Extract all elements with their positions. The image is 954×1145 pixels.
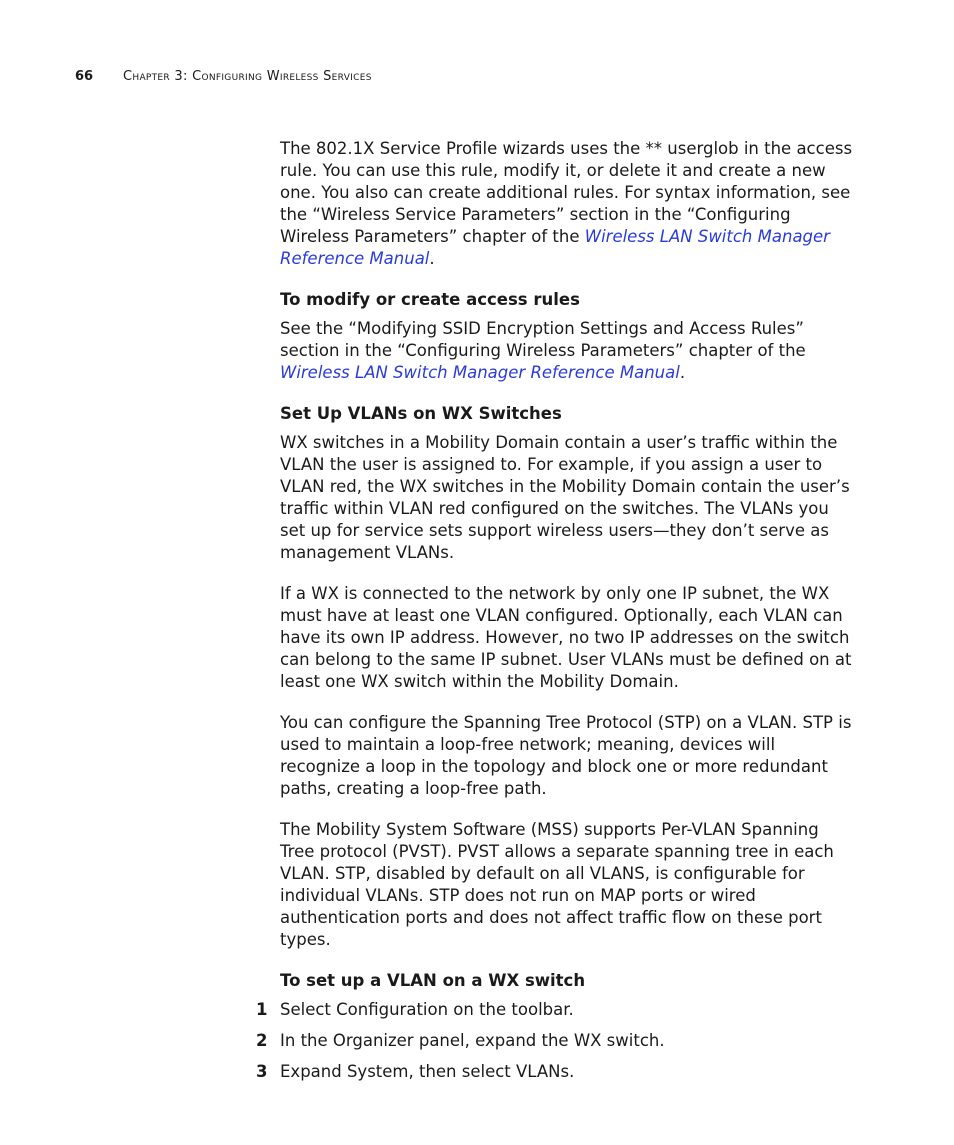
step-text: Select Configuration on the toolbar. — [280, 1000, 574, 1019]
step-number: 1 — [256, 1000, 268, 1019]
intro-paragraph: The 802.1X Service Profile wizards uses the ** userglob in the access rule. You can use this rule, modify it, or delete it and create a new one. You also can create additional rules. For syntax information, see the “Wireless Service Parameters” section in the “Configuring Wireless Parameters” chapter of the Wireless LAN Switch Manager Reference Manual. — [280, 139, 853, 268]
vlan-paragraph: If a WX is connected to the network by only one IP subnet, the WX must have at least one VLAN configured. Optionally, each VLAN can have its own IP address. However, no two IP addresses on the switch can belong to the same IP subnet. User VLANs must be defined on at least one WX switch within the Mobility Domain. — [280, 584, 852, 691]
step-number: 2 — [256, 1031, 268, 1050]
vlan-paragraph: WX switches in a Mobility Domain contain a user’s traffic within the VLAN the user is assigned to. For example, if you assign a user to VLAN red, the WX switches in the Mobility Domain contain the user’s traffic within VLAN red configured on the switches. The VLANs you set up for service sets support wireless users—they don’t serve as management VLANs. — [280, 433, 850, 562]
procedure-step — [256, 1061, 858, 1083]
step-number: 3 — [256, 1062, 268, 1081]
chapter-title: Chapter 3: Configuring Wireless Services — [123, 69, 372, 84]
modify-rules-paragraph: See the “Modifying SSID Encryption Settings and Access Rules” section in the “Configuring Wireless Parameters” chapter of the Wireless LAN Switch Manager Reference Manual. — [280, 319, 806, 382]
reference-manual-link[interactable]: Wireless LAN Switch Manager Reference Manual — [280, 227, 830, 268]
page-number: 66 — [75, 69, 94, 84]
section-heading-vlans: Set Up VLANs on WX Switches — [280, 404, 562, 423]
modify-rules-heading: To modify or create access rules — [280, 290, 580, 309]
running-header — [75, 68, 372, 85]
procedure-heading: To set up a VLAN on a WX switch — [280, 971, 586, 990]
procedure-steps — [256, 999, 858, 1083]
reference-manual-link[interactable]: Wireless LAN Switch Manager Reference Manual — [280, 363, 680, 382]
procedure-step — [256, 999, 858, 1021]
vlan-paragraph: The Mobility System Software (MSS) supports Per-VLAN Spanning Tree protocol (PVST). PVST allows a separate spanning tree in each VLAN. STP, disabled by default on all VLANS, is configurable for individual VLANs. STP does not run on MAP ports or wired authentication ports and does not affect traffic flow on these port types. — [280, 820, 834, 949]
procedure-step — [256, 1030, 858, 1052]
vlan-paragraph: You can configure the Spanning Tree Protocol (STP) on a VLAN. STP is used to maintain a loop-free network; meaning, devices will recognize a loop in the topology and block one or more redundant paths, creating a loop-free path. — [280, 713, 852, 798]
page-body — [256, 138, 858, 1083]
step-text: In the Organizer panel, expand the WX switch. — [280, 1031, 665, 1050]
step-text: Expand System, then select VLANs. — [280, 1062, 575, 1081]
